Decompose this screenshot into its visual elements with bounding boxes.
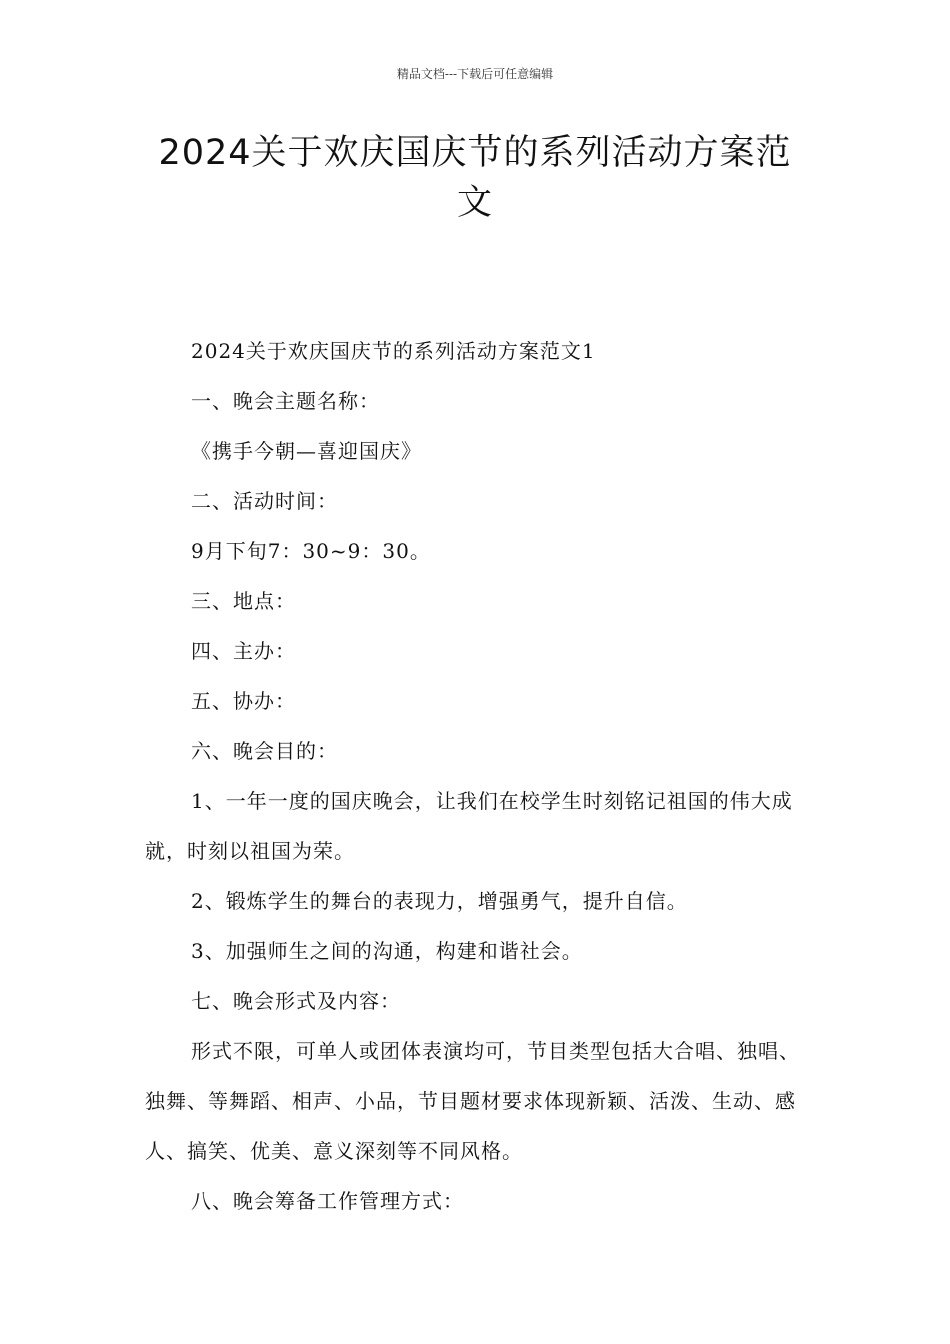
- paragraph: 八、晚会筹备工作管理方式：: [191, 1189, 464, 1213]
- paragraph: 形式不限，可单人或团体表演均可，节目类型包括大合唱、独唱、独舞、等舞蹈、相声、小品，节目题材要求体现新颖、活泼、生动、感人、搞笑、优美、意义深刻等不同风格。: [145, 1039, 800, 1163]
- title-line-1: 2024关于欢庆国庆节的系列活动方案范: [158, 133, 792, 173]
- paragraph: 9月下旬7：30~9：30。: [191, 539, 431, 563]
- paragraph: 2024关于欢庆国庆节的系列活动方案范文1: [191, 339, 596, 363]
- paragraph: 五、协办：: [191, 689, 296, 713]
- document-body: [145, 326, 807, 1226]
- paragraph: 《携手今朝—喜迎国庆》: [191, 439, 422, 463]
- paragraph: 四、主办：: [191, 639, 296, 663]
- paragraph: 一、晚会主题名称：: [191, 389, 380, 413]
- document-title: [120, 128, 830, 228]
- paragraph: 2、锻炼学生的舞台的表现力，增强勇气，提升自信。: [191, 889, 688, 913]
- paragraph: 六、晚会目的：: [191, 739, 338, 763]
- page-header: 精品文档---下载后可任意编辑: [396, 67, 554, 81]
- title-line-2: 文: [456, 183, 493, 223]
- paragraph: 二、活动时间：: [191, 489, 338, 513]
- paragraph: 七、晚会形式及内容：: [191, 989, 401, 1013]
- paragraph: 3、加强师生之间的沟通，构建和谐社会。: [191, 939, 583, 963]
- paragraph: 三、地点：: [191, 589, 296, 613]
- paragraph: 1、一年一度的国庆晚会，让我们在校学生时刻铭记祖国的伟大成就，时刻以祖国为荣。: [145, 789, 793, 863]
